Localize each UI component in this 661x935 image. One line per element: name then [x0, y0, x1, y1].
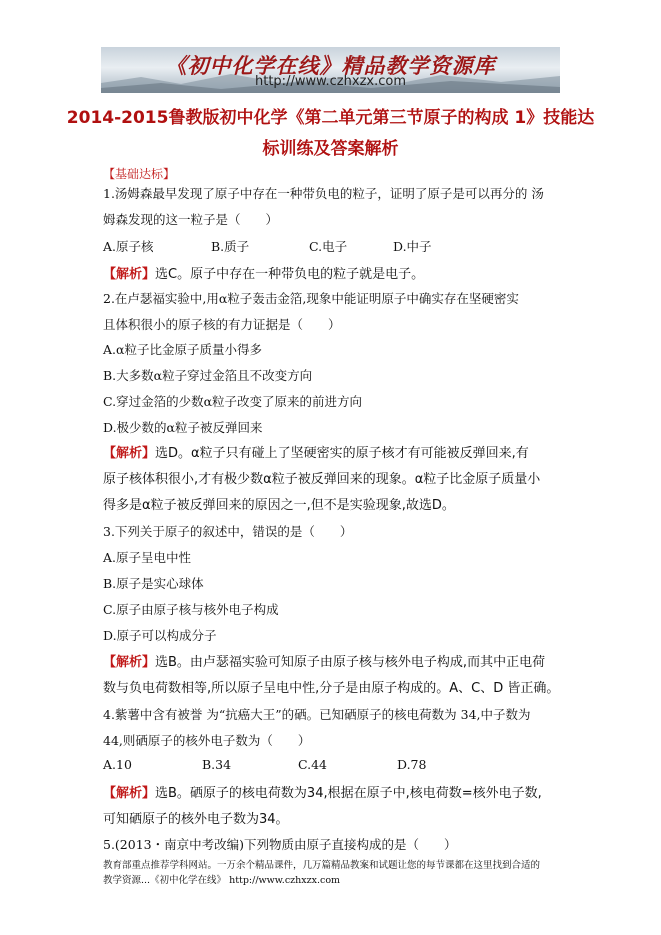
question-2-option-a: A.α粒子比金原子质量小得多	[103, 342, 262, 357]
footer-link[interactable]: http://www.czhxzx.com	[229, 875, 341, 886]
question-1-option-b: B.质子	[211, 239, 250, 254]
question-3-option-c: C.原子由原子核与核外电子构成	[103, 602, 279, 617]
question-1-line-1: 1.汤姆森最早发现了原子中存在一种带负电的粒子，证明了原子是可以再分的 汤	[103, 186, 544, 201]
question-3-explanation-line-1	[103, 651, 545, 670]
question-3-line-1: 3.下列关于原子的叙述中，错误的是（ ）	[103, 524, 353, 539]
footer-text: 教学资源...《初中化学在线》	[103, 875, 227, 886]
question-3-explanation-line-2: 数与负电荷数相等,所以原子呈电中性,分子是由原子构成的。A、C、D 皆正确。	[103, 681, 560, 696]
explanation-tag: 【解析】	[103, 786, 156, 801]
document-title-line2: 标训练及答案解析	[262, 139, 399, 159]
question-2-line-2: 且体积很小的原子核的有力证据是（ ）	[103, 317, 341, 332]
explanation-tag: 【解析】	[103, 267, 156, 282]
header-banner	[101, 47, 560, 93]
question-2-explanation-line-1	[103, 442, 529, 461]
banner-url[interactable]: http://www.czhxzx.com	[255, 74, 406, 89]
question-1-option-c: C.电子	[309, 239, 348, 254]
question-3-option-a: A.原子呈电中性	[103, 550, 192, 565]
question-1-explanation	[103, 263, 424, 282]
explanation-text: 选C。原子中存在一种带负电的粒子就是电子。	[155, 267, 425, 282]
footer-line-1: 教育部重点推荐学科网站。一万余个精品课件，几万篇精品教案和试题让您的每节课都在这里找到合适的	[103, 860, 541, 871]
question-1-option-a: A.原子核	[103, 239, 154, 254]
question-1-line-2: 姆森发现的这一粒子是（ ）	[103, 212, 279, 227]
explanation-text: 选B。由卢瑟福实验可知原子由原子核与核外电子构成,而其中正电荷	[155, 655, 546, 670]
question-1-option-d: D.中子	[393, 239, 432, 254]
explanation-text: 选B。硒原子的核电荷数为34,根据在原子中,核电荷数=核外电子数,	[155, 786, 542, 801]
footer-line-2	[103, 872, 340, 886]
question-5-line-1: 5.(2013・南京中考改编)下列物质由原子直接构成的是（ ）	[103, 837, 457, 852]
banner-title: 《初中化学在线》精品教学资源库	[165, 53, 496, 78]
question-2-option-c: C.穿过金箔的少数α粒子改变了原来的前进方向	[103, 394, 363, 409]
section-heading: 【基础达标】	[103, 167, 176, 181]
question-3-option-b: B.原子是实心球体	[103, 576, 204, 591]
explanation-tag: 【解析】	[103, 446, 156, 461]
question-2-explanation-line-2: 原子核体积很小,才有极少数α粒子被反弹回来的现象。α粒子比金原子质量小	[103, 472, 541, 487]
explanation-tag: 【解析】	[103, 655, 156, 670]
question-2-option-b: B.大多数α粒子穿过金箔且不改变方向	[103, 368, 313, 383]
question-4-explanation-line-1	[103, 782, 542, 801]
document-title-line1: 2014-2015鲁教版初中化学《第二单元第三节原子的构成 1》技能达	[66, 108, 595, 128]
question-4-line-2: 44,则硒原子的核外电子数为（ ）	[103, 733, 311, 748]
question-2-explanation-line-3: 得多是α粒子被反弹回来的原因之一,但不是实验现象,故选D。	[103, 498, 455, 513]
question-2-option-d: D.极少数的α粒子被反弹回来	[103, 420, 263, 435]
question-4-explanation-line-2: 可知硒原子的核外电子数为34。	[103, 812, 289, 827]
explanation-text: 选D。α粒子只有碰上了坚硬密实的原子核才有可能被反弹回来,有	[155, 446, 529, 461]
question-4-line-1: 4.紫薯中含有被誉 为“抗癌大王”的硒。已知硒原子的核电荷数为 34,中子数为	[103, 707, 531, 722]
question-3-option-d: D.原子可以构成分子	[103, 628, 217, 643]
question-4-option-b: B.34	[202, 757, 232, 772]
question-4-option-a: A.10	[103, 757, 132, 772]
question-2-line-1: 2.在卢瑟福实验中,用α粒子轰击金箔,现象中能证明原子中确实存在坚硬密实	[103, 291, 519, 306]
question-4-option-c: C.44	[298, 757, 327, 772]
question-4-option-d: D.78	[397, 757, 427, 772]
